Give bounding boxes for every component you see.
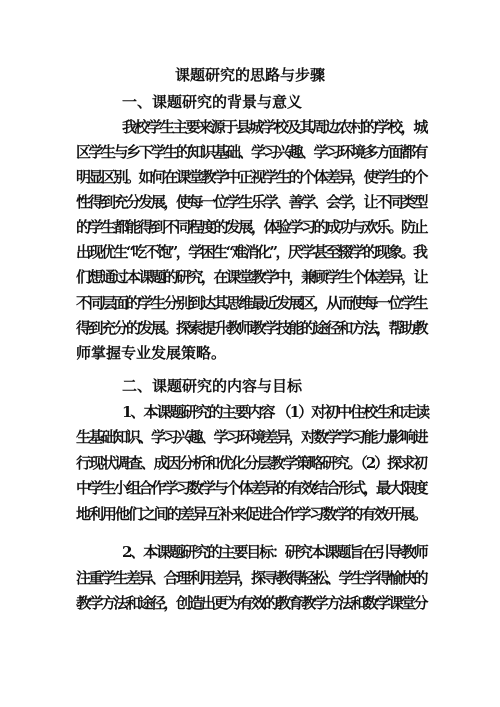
- paragraph-line: 教学方法和途径，创造出更为有效的教育教学方法和数学课堂分: [76, 594, 427, 612]
- paragraph-line: 2、本课题研究的主要目标：研究本课题旨在引导教师: [122, 543, 427, 561]
- document-title: 课题研究的思路与步骤: [174, 66, 325, 84]
- paragraph-line: 注重学生差异、合理利用差异，探寻教得轻松、学生学得愉快的: [76, 569, 427, 587]
- paragraph-line: 的学生都能得到不同程度的发展，体验学习的成功与欢乐。防止: [76, 218, 427, 236]
- section-heading-background: 一、课题研究的背景与意义: [122, 93, 303, 111]
- paragraph-line: 区学生与乡下学生的知识基础、学习兴趣、学习环境多方面都有: [76, 143, 427, 161]
- paragraph-line: 生基础知识、学习兴趣、学习环境差异，对数学学习能力影响进: [76, 428, 427, 446]
- paragraph-line: 明显区别。如何在课堂教学中正视学生的个体差异，使学生的个: [76, 168, 427, 186]
- paragraph-line: 行现状调查、成因分析和优化分层教学策略研究。（2）探求初: [76, 454, 426, 472]
- paragraph-line: 中学生小组合作学习数学与个体差异的有效结合形式，最大限度: [76, 479, 427, 497]
- paragraph-line: 不同层面的学生分别到达其思维最近发展区，从而使每一位学生: [76, 294, 427, 312]
- paragraph-line: 性得到充分发展，使每一位学生乐学、善学、会学，让不同类型: [76, 193, 427, 211]
- paragraph-line: 出现优生“吃不饱”，学困生“难消化”，厌学甚至辍学的现象。我: [76, 243, 426, 261]
- paragraph-line: 我校学生主要来源于县城学校及其周边农村的学校，城: [122, 118, 427, 136]
- paragraph-line: 们想通过本课题的研究，在课堂教学中，兼顾学生个体差异，让: [76, 268, 427, 286]
- paragraph-line: 1、本课题研究的主要内容 （1）对初中住校生和走读: [122, 403, 429, 421]
- section-heading-content: 二、课题研究的内容与目标: [122, 377, 303, 395]
- paragraph-line: 地利用他们之间的差异互补来促进合作学习数学的有效开展。: [76, 505, 427, 523]
- paragraph-line: 师掌握专业发展策略。: [76, 344, 227, 362]
- paragraph-line: 得到充分的发展。探索提升教师教学技能的途径和方法，帮助教: [76, 319, 427, 337]
